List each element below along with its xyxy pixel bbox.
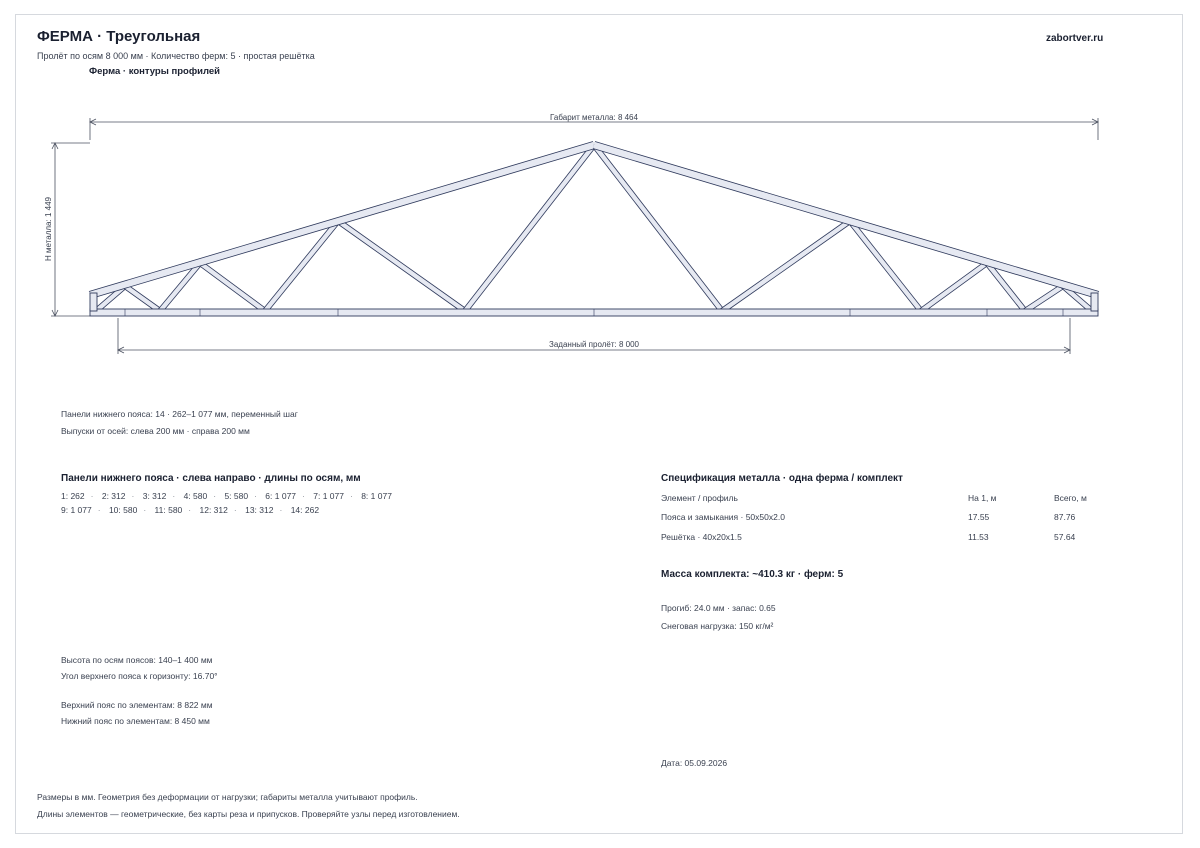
spec-col-header: На 1, м <box>968 493 997 503</box>
footer-note-2: Длины элементов — геометрические, без карты реза и припусков. Проверяйте узлы перед изготовлением. <box>37 809 460 819</box>
panels-summary: Панели нижнего пояса: 14 · 262–1 077 мм, переменный шаг <box>61 409 298 419</box>
page-subtitle: Пролёт по осям 8 000 мм · Количество ферм: 5 · простая решётка <box>37 51 315 61</box>
dimension-overall-label: Габарит металла: 8 464 <box>550 113 638 122</box>
panel-length: 9: 1 077 <box>61 505 92 515</box>
web-member <box>125 286 160 311</box>
deflection-text: Прогиб: 24.0 мм · запас: 0.65 <box>661 603 776 613</box>
dimension-height <box>51 143 90 316</box>
dimension-height-label: H металла: 1 449 <box>44 197 53 261</box>
web-member <box>338 221 465 311</box>
spec-col-header: Всего, м <box>1054 493 1087 503</box>
panel-length: 3: 312 <box>142 491 167 501</box>
snow-load-text: Снеговая нагрузка: 150 кг/м² <box>661 621 774 631</box>
site-name: zabortver.ru <box>1046 33 1104 44</box>
spec-heading: Спецификация металла · одна ферма / комплект <box>661 473 903 484</box>
panel-length: 12: 312 <box>199 505 228 515</box>
web-member <box>722 221 850 311</box>
panel-length: 11: 580 <box>154 505 183 515</box>
panel-length: 13: 312 <box>245 505 274 515</box>
web-member <box>200 263 265 311</box>
spec-cell-per-one: 11.53 <box>968 532 989 542</box>
truss-members <box>90 145 1098 316</box>
panel-length: 4: 580 <box>183 491 208 501</box>
panels-heading: Панели нижнего пояса · слева направо · длины по осям, мм <box>61 473 361 484</box>
panel-length: 8: 1 077 <box>361 491 392 501</box>
web-member <box>921 263 987 311</box>
spec-cell-per-one: 17.55 <box>968 512 990 522</box>
overhangs-text: Выпуски от осей: слева 200 мм · справа 200 мм <box>61 426 250 436</box>
top-chord-right-fill <box>594 145 1098 295</box>
panels-row-1: 1: 262 · 2: 312 · 3: 312 · 4: 580 · 5: 580 · 6: 1 077 · 7: 1 077 · 8: 1 077 <box>61 491 392 501</box>
spec-cell-element: Решётка · 40x20x1.5 <box>661 532 742 542</box>
panel-length: 14: 262 <box>290 505 320 515</box>
spec-col-header: Элемент / профиль <box>661 493 738 503</box>
spec-cell-element: Пояса и замыкания · 50x50x2.0 <box>661 512 785 522</box>
panel-length: 2: 312 <box>101 491 126 501</box>
panel-length: 7: 1 077 <box>313 491 344 501</box>
page-title: ФЕРМА · Треугольная <box>37 28 201 45</box>
panel-length: 5: 580 <box>224 491 249 501</box>
spec-cell-total: 87.76 <box>1054 512 1076 522</box>
bottom-chord-total-text: Нижний пояс по элементам: 8 450 мм <box>61 716 210 726</box>
panel-length: 10: 580 <box>108 505 138 515</box>
top-chord-left-fill <box>90 145 594 295</box>
drawing-caption: Ферма · контуры профилей <box>89 66 221 77</box>
date-text: Дата: 05.09.2026 <box>661 758 728 768</box>
end-post-right <box>1091 293 1098 311</box>
web-members <box>96 145 1092 311</box>
set-mass: Масса комплекта: ~410.3 кг · ферм: 5 <box>661 569 844 580</box>
footer-note-1: Размеры в мм. Геометрия без деформации от нагрузки; габариты металла учитывают профиль. <box>37 792 418 802</box>
web-member <box>465 145 594 311</box>
web-member <box>1025 286 1063 311</box>
end-post-left <box>90 293 97 311</box>
spec-cell-total: 57.64 <box>1054 532 1076 542</box>
height-axes-text: Высота по осям поясов: 140–1 400 мм <box>61 655 213 665</box>
top-chord-angle-text: Угол верхнего пояса к горизонту: 16.70° <box>61 671 218 681</box>
panels-row-2: 9: 1 077 · 10: 580 · 11: 580 · 12: 312 · 13: 312 · 14: 262 <box>61 505 320 515</box>
top-chord-total-text: Верхний пояс по элементам: 8 822 мм <box>61 700 213 710</box>
dimension-span-label: Заданный пролёт: 8 000 <box>549 340 639 349</box>
web-member <box>594 145 722 311</box>
panel-length: 6: 1 077 <box>265 491 297 501</box>
panel-length: 1: 262 <box>61 491 85 501</box>
